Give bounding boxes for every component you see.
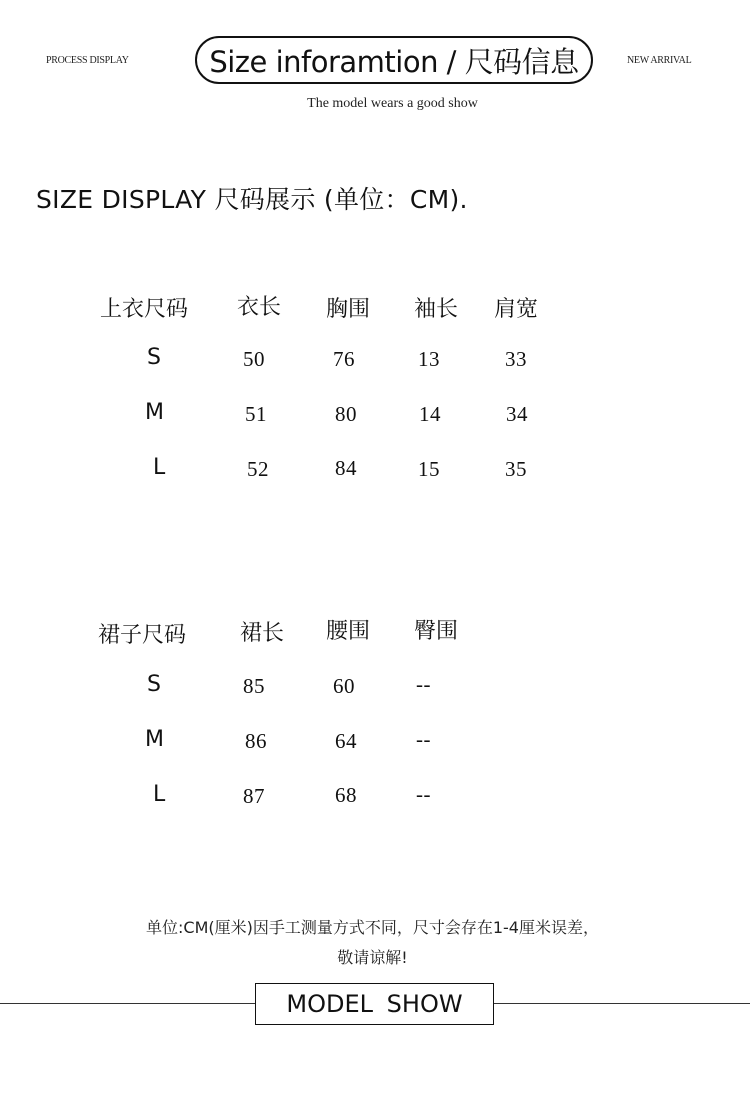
table-cell: 60 [333,674,355,698]
table-cell: 15 [418,457,440,481]
size-display-heading: SIZE DISPLAY 尺码展示 (单位：CM). [36,185,468,214]
skirt-header-size: 裙子尺码 [98,623,187,648]
table-row-size: S [147,345,161,370]
table-row-size: S [147,672,161,697]
table-cell: -- [416,672,431,696]
table-row-size: M [145,400,164,425]
model-show-banner: MODEL SHOW [255,983,494,1025]
table-cell: 86 [245,729,267,753]
top-header-size: 上衣尺码 [100,297,189,322]
table-cell: 80 [335,402,357,426]
table-row-size: L [153,455,166,480]
table-cell: 76 [333,347,355,371]
skirt-header-length: 裙长 [240,621,285,646]
table-cell: 50 [243,347,265,371]
table-cell: 85 [243,674,265,698]
subtitle: The model wears a good show [307,96,478,111]
skirt-header-waist: 腰围 [326,619,371,644]
new-arrival-tag: NEW ARRIVAL [627,55,692,66]
table-cell: 14 [419,402,441,426]
table-cell: 51 [245,402,267,426]
table-cell: 33 [505,347,527,371]
table-cell: 34 [506,402,528,426]
page-title: Size inforamtion / 尺码信息 [195,36,593,84]
table-row-size: L [153,782,166,807]
top-header-chest: 胸围 [326,297,371,322]
table-cell: -- [416,782,431,806]
table-cell: -- [416,727,431,751]
table-cell: 87 [243,784,265,808]
top-header-sleeve: 袖长 [414,297,459,322]
table-cell: 64 [335,729,357,753]
divider-left [0,1003,255,1004]
apology-note: 敬请谅解! [337,948,408,967]
top-header-shoulder: 肩宽 [494,297,539,322]
table-row-size: M [145,727,164,752]
table-cell: 13 [418,347,440,371]
measurement-note: 单位:CM(厘米)因手工测量方式不同，尺寸会存在1-4厘米误差， [146,918,599,937]
top-header-length: 衣长 [237,295,282,320]
divider-right [494,1003,750,1004]
skirt-header-hip: 臀围 [414,619,459,644]
table-cell: 84 [335,456,357,480]
table-cell: 52 [247,457,269,481]
table-cell: 35 [505,457,527,481]
process-display-tag: PROCESS DISPLAY [46,55,129,66]
table-cell: 68 [335,783,357,807]
